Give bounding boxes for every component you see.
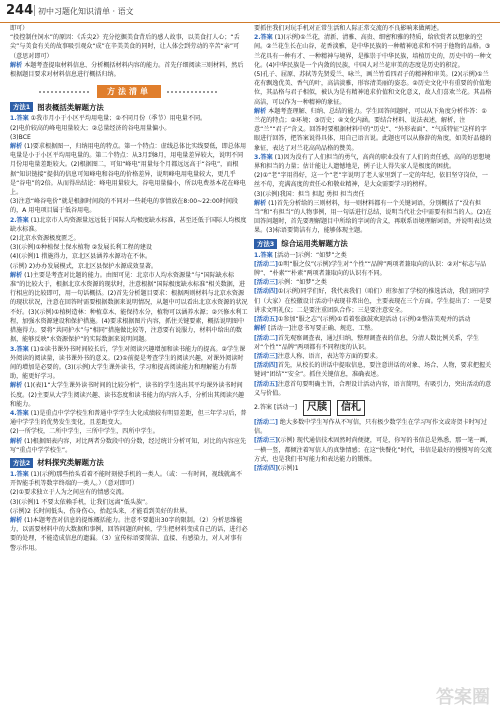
label-keyword: 解析 [10,143,23,151]
page-number: 244 [6,3,34,18]
label-keyword: 解析 [254,107,267,115]
right-column [254,24,492,473]
label-keyword: [活动二] [254,260,278,268]
left-paragraph: 2.答案 (1)北京市人均资源量远远低于国际人均极度缺水标准，甚至还低于国际人均极度缺水标准。 [10,216,247,233]
label-keyword: 解析 [10,271,23,279]
banner-rule [167,91,219,93]
method-title: 材料探究类解题方法 [37,458,104,468]
label-keyword: 解析 [10,437,23,445]
right-paragraph: 1.答案 [活动一]示例：“如梦”之类 [254,251,347,259]
right-paragraph: 解析 [活动一]注意书写要正确、规范、工整。 [254,325,377,333]
calligraphy-box: 尺牍 [303,400,331,416]
right-paragraph: [活动二]首先观察调查表，通过归纳，整理调查表的信息，分清人数比例关系，学生对“个性”“品牌”两项都有不同程度的认识。 [254,334,479,351]
left-paragraph: 1.答案 (1)(示例)那些抬头看着不能时刻使手机的一类人。（或：一有时间，视线就离不开智能手机等数字终端的一类人。）（意对即可） [10,470,243,488]
label-keyword: 3.答案 [10,345,29,353]
right-paragraph: (2)①“老”字用得好，这一个“老”字说明了老人家里到了一定的年纪，依旧坚守岗位，一丝不苟，充满高度的责任心和敬业精神，是大众需要学习的榜样。 [254,172,488,189]
label-keyword: 4.答案 [10,409,29,417]
left-paragraph: 解析 (1)主要是考查对比题的能力。由图可见：北京市人均水资源量”与“国际缺水标准”的比较大于，根据北京水资源的现状时，注意根据“国际极度缺水标准”相关数据，进行相应的比较即可，用一句话概括。(2)首先分析题目要求：根据两则材料与北京水资源的现状状况，注意在回答时需要根据数据来说明情况，从题中可以看出北京水资源的状况不好。(3)(示例)①植树造林：种植草木、能保持水分，植物可以涵养水源；②兴修水利工程，加强水资源建设和保护措施。(4)要求根据图片内容，抓住关键要素，概括说明图中措施得力。要将“共同护水”与“相同”措施做比较等，注意要有说服力，材料中给出的数据，能够反映“水资源保护”的实际数据来说明问题。 [10,271,248,344]
right-paragraph: [活动三]注意人称、语言，表达等方面的要求。 [254,352,382,360]
left-paragraph: (2)一所学校，二所中学生，三所中学生，四所中学生。 [10,428,159,436]
method-title: 综合运用类解题方法 [281,239,348,249]
right-paragraph: [活动二] 绝大多数中学生写作从不写信，只有极少数学生在学习写作文或寄贺卡时写过信。 [254,418,487,436]
right-paragraph: [活动二]①明“服之仪”(示例)学生对“个性”“品牌”两项者兼取向的认识：②对“标志与品牌”、“朴素”“朴素”两项者兼取向的认识有不同。 [254,260,487,278]
label-keyword: 1.答案 [10,470,29,478]
label-keyword: [活动三] [254,279,278,287]
label-keyword: 1.答案 [254,251,273,259]
section-banner-title: 方法清单 [97,85,161,98]
label-keyword: [活动四] [254,362,278,370]
left-paragraph: 解析 (1)本题考查对信息的提炼概括能力。注意不要超出30字的限制。（2）分析思维能力，以需要材料中的大数据和事例，回答问题的时候，学生把材料变成自己的话，进行必要的处理，不能造成信息的遗漏。（3）宣传标语要简洁、直接、有感染力，对人对事有警示作用。 [10,516,248,552]
right-paragraph: (3)(示例)我国：担当 担起 勇担 担当责任 [254,190,365,198]
method-heading [254,239,492,249]
method-title: 图表概括类解题方法 [37,102,104,112]
header-divider [34,5,35,16]
calligraphy-box: 信札 [337,400,365,416]
right-paragraph: [活动四](示例)1 [254,464,299,472]
right-paragraph: (5)孔子、屈原、苏轼等先贤爱兰、咏兰，画兰竹看四君子的精神和审美。(2)(示例)①兰花有飘逸优美、香气的叶，高洁淡雅，形容清美丽的姿态。②历史文化中有重要的价值地位，其品格与君子相似，被认为是有精神追求价值和文化意义，故人们喜欢兰花。其品格高洁，可以作为一种精神的象征。 [254,71,492,106]
left-paragraph: (3)(示例)1 不要太依赖手机，让我们远离“低头族”。 [10,498,152,506]
left-paragraph: (3)注意“峰谷电价”就是根据时间段的不同对一些耗电的事情放在8:00~22:00时间段的，A 用电项目属于低谷用电。 [10,198,239,215]
left-paragraph: 解析 本题考查提取材料信息、分析概括材料内容的能力。首先仔细阅读三则材料，然后根据题目要求对材料信息进行概括归纳。 [10,61,244,79]
method-tag: 方法3 [254,239,277,249]
left-paragraph: “投控制住饲水”的原因：《舌尖2》充分挖掘美食背后的感人故事，以美食打人心；“舌尖”与美食有关的故事吸引观众“成”在辛美美食的同时，让人体会到劳动的辛苦“亲”可（意思对即可） [10,34,240,60]
method-heading [10,102,248,112]
book-title: 初中习题化知识清单 · 语文 [38,7,134,16]
label-keyword: 1.答案 [10,115,29,123]
left-paragraph: (3)BCE [10,133,31,141]
label-keyword: [活动二] [254,418,278,426]
right-paragraph: [活动四]首先，从校长的讲话中提取信息，要注意讲话的对象、场合、人物，要求把握关键词“团结”“安全”。抓住关键信息，准确表述。 [254,362,492,379]
label-keyword: 解析 [254,325,267,333]
watermark: 答案圈 [436,687,490,708]
left-paragraph: (4)(示例)1 措施得力，京北区县涵养水源功在不休。 [10,253,152,261]
label-keyword: 2.答案 [10,216,29,224]
right-paragraph: [活动五]注意首句要明确主旨，合理设计活动内容，语言简明，有吸引力，突出活动的意义与价值。 [254,380,492,397]
right-paragraph: [活动五]①参加“服之志”(示例)①看着张旗鼓欢迎活动 (示例)②整洁美观并的活动 [254,316,471,324]
left-paragraph: 解析 (1)根据图表内容，对比两者分数段中的分数，经过统计分析可知，对比的内容应先写“重点中学学校生”。 [10,437,247,454]
left-paragraph: 3.答案 (1)①读书课外书时间较长后，学生对阅读兴趣增加和读书能力的提高。②学生课外阅读的阅读量，读书课外书的意义。(2)①前提是考查学生的阅读兴趣，对课外阅读时间的增加是必要的。(3)(示例)大学生课外读书，学习和提高阅读能力和理解能力有帮助，能更好学习。 [10,345,246,381]
calligraphy-answer [254,400,492,416]
right-paragraph: [活动三](示例) 现代通信技术固然时尚便捷，可是，你写的书信总是熟悉，那一笔一画，一横一竖，都倾注着写信人的真挚情感；在这“快餐化”时代，书信是最好的慢慢写的交流方式，也是我们书写能力和表达能力的锻炼。 [254,437,492,463]
answer-text: 2.答案 [活动一] [254,404,297,412]
right-paragraph: [活动三]示例：“如梦”之类 [254,279,327,287]
label-keyword: [活动二] [254,334,278,342]
right-paragraph: 解析 本题考查理解、归纳、总结的能力。学生回答问题时，可以从下角度分析作答：①兰花的特点；②环境；③历史；④文化内涵。要结合材料、说法表述，解析，注意“兰”“君子”含义。回答时要根据材料中的“历史”、“外形表面”、“气质特征”这样的字眼进行回答，把答案说得具体，用自己语言说。此题也可以从修辞的角度，如美好品德的象征，表达了对兰花高尚品格的赞美。 [254,107,492,152]
left-paragraph: (2)①要求独立于人为之间应有的情感交流。 [10,489,128,497]
left-paragraph: 4.答案 (1)是重点中学学校生和普通中学学生大化成绩较有明显差距，但三年学习后，普通中学学生的优势发生变化，且差距变大。 [10,409,247,427]
label-keyword: [活动四] [254,464,278,472]
label-keyword: [活动三] [254,352,278,360]
label-keyword: [活动五] [254,316,278,324]
banner-rule [39,91,91,93]
label-keyword: [活动三] [254,437,278,445]
method-tag: 方法2 [10,458,33,468]
left-paragraph: (示例) 2)办办发展模式，京北区县保护水源成效显著。 [10,262,158,270]
label-keyword: 2.答案 [254,34,273,42]
left-column [10,24,248,553]
left-paragraph: 解析 (1)(表)1“大学生课外读书时间的比较分析”，读书的学生选出其平均课外读书时间长度。(2)主要从大学生阅读兴趣、读书态度和读书能力的内容入手，分析出其阅读兴趣和能力。 [10,382,245,408]
method-heading [10,458,248,468]
left-paragraph: (2)电价较高的峰电用量较大；②总量经济的谷电用量偏小。 [10,124,171,132]
label-keyword: 3.答案 [254,153,273,161]
label-keyword: 解析 [254,199,267,207]
right-paragraph: 解析 (1)首先分析给的三则材料，每一则材料都有一个关键词语，分别概括了“没有担当”和“有担当”的人物事例，用一句话进行总结，说明当代社会中需要有担当的人。(2)在回答问题时，首先要理解题目中所给的字词的含义，再联系语境理解词语，并说明表达效果。(3)标语要简洁有力，能够体现主题。 [254,199,492,235]
right-paragraph: 2.答案 (1)(示例)①兰花，清新、清雅、高贵、细密和雅的特质，给欣赏者以想象的空间。②兰花生长在山谷，花香淡雅，是中华民族的一种精神追求和不同于他物的品格。③兰花具有一种有才、一种精神与境界，是推崇于中华民族，培植历史的，历史中的一种文化。(4)中华民族是一个内敛的民族，中国人对兰花审美的态度是历史的积淀。 [254,34,492,69]
method-tag: 方法1 [10,102,33,112]
label-keyword: 解析 [10,382,23,390]
right-paragraph: 3.答案 (1)因为没有了人们担当的勇气，高尚的职业没有了人们的责任感，高尚的思想境界和担当的力量；估计能让人遗憾地是，例子让人得失家人是极度的困扰。 [254,153,491,171]
left-paragraph: 1.答案 ①我市月小于小区平均用电量；②不同月份（季节）用电量不同。 [10,115,207,123]
label-keyword: [活动五] [254,380,278,388]
page-header [0,0,500,23]
left-paragraph: (3)(示例)①种植保土保水植物 ②发展长利工程的建设 [10,244,153,252]
section-banner [10,85,248,98]
label-keyword: 解析 [10,61,23,69]
label-keyword: [活动四] [254,288,278,296]
left-paragraph: (2)北京水资源极度匮乏。 [10,235,80,243]
right-paragraph: [活动四]①(示例)同学们好，我代表我们（咱们）班参加了学校的推选活动，我们班同学们（大家）在校徽设计活动中表现非常出色，主要表现在三个方面。学生提出了：一是要讲求文明礼仪；二是要注重团队合作；三是要注意安全。 [254,288,492,314]
left-paragraph: (示例)2 长时间低头，伤身伤心，抬起头来，才能看到美好的世界。 [10,507,192,515]
left-paragraph: 解析 (1)要求根据图一，归纳用电的特点。第一个特点：虚线总体比实线要低，即总体用电量是小于小区平均用电量的。第二个特点：从3月到8月，用电量差异较大，说明不同月份用电量差距较大。(2)根据图二，可知“峰电”用量每个月都远远高于“谷电”，而根据“知识链接”提供的信息可知峰电和谷电的价格差异，说明峰电用电量较大，更几乎是“谷电”的2倍。从而得出结论：峰电用量较大，谷电用量偏小，所以电费基本花在峰电上。 [10,143,247,197]
right-paragraph: 要抓住我们对玩手机对正常生活和人际正常交流的不良影响来做阐述。 [254,25,443,32]
label-keyword: 解析 [10,516,23,524]
left-paragraph: 即可） [10,25,29,32]
